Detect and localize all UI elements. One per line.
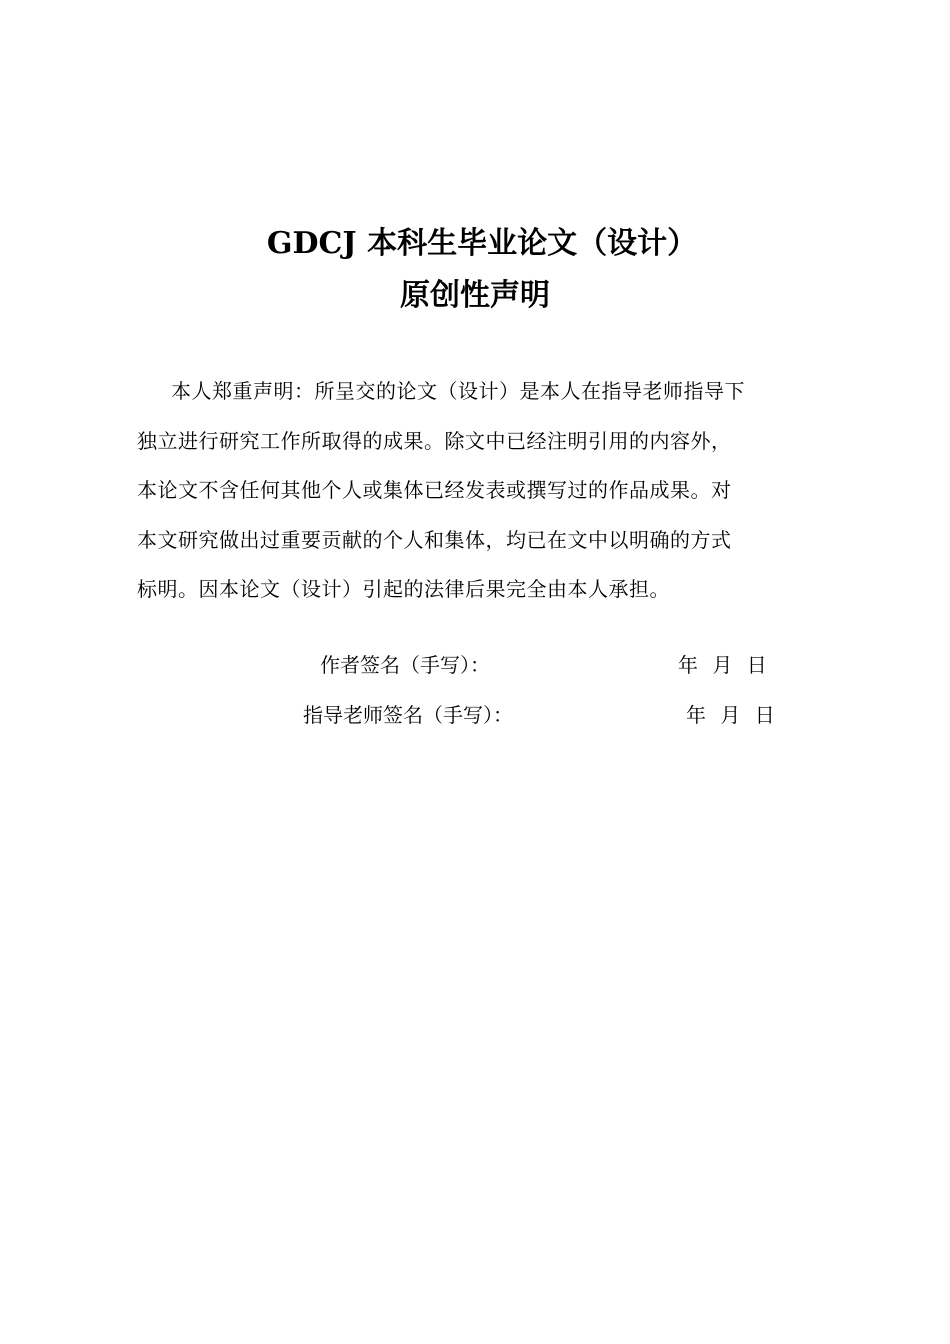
- title-line-2: 原创性声明: [400, 278, 550, 313]
- advisor-signature-label: 指导老师签名（手写）：: [303, 703, 513, 727]
- author-signature-date: 年 月 日: [678, 653, 767, 677]
- advisor-signature-date: 年 月 日: [686, 703, 775, 727]
- paragraph-line: 本人郑重声明：所呈交的论文（设计）是本人在指导老师指导下: [171, 379, 745, 403]
- author-signature-row: [320, 651, 790, 679]
- paragraph-line: 独立进行研究工作所取得的成果。除文中已经注明引用的内容外，: [137, 428, 732, 453]
- paragraph-line: 本论文不含任何其他个人或集体已经发表或撰写过的作品成果。对: [137, 478, 732, 502]
- paragraph-line: 本文研究做出过重要贡献的个人和集体，均已在文中以明确的方式: [137, 527, 732, 552]
- author-signature-label: 作者签名（手写）：: [320, 653, 490, 677]
- advisor-signature-row: [303, 701, 793, 729]
- document-title: [0, 218, 950, 322]
- declaration-paragraph: [137, 367, 837, 615]
- paragraph-line: 标明。因本论文（设计）引起的法律后果完全由本人承担。: [137, 577, 670, 601]
- title-line-1: GDCJ 本科生毕业论文（设计）: [266, 226, 698, 261]
